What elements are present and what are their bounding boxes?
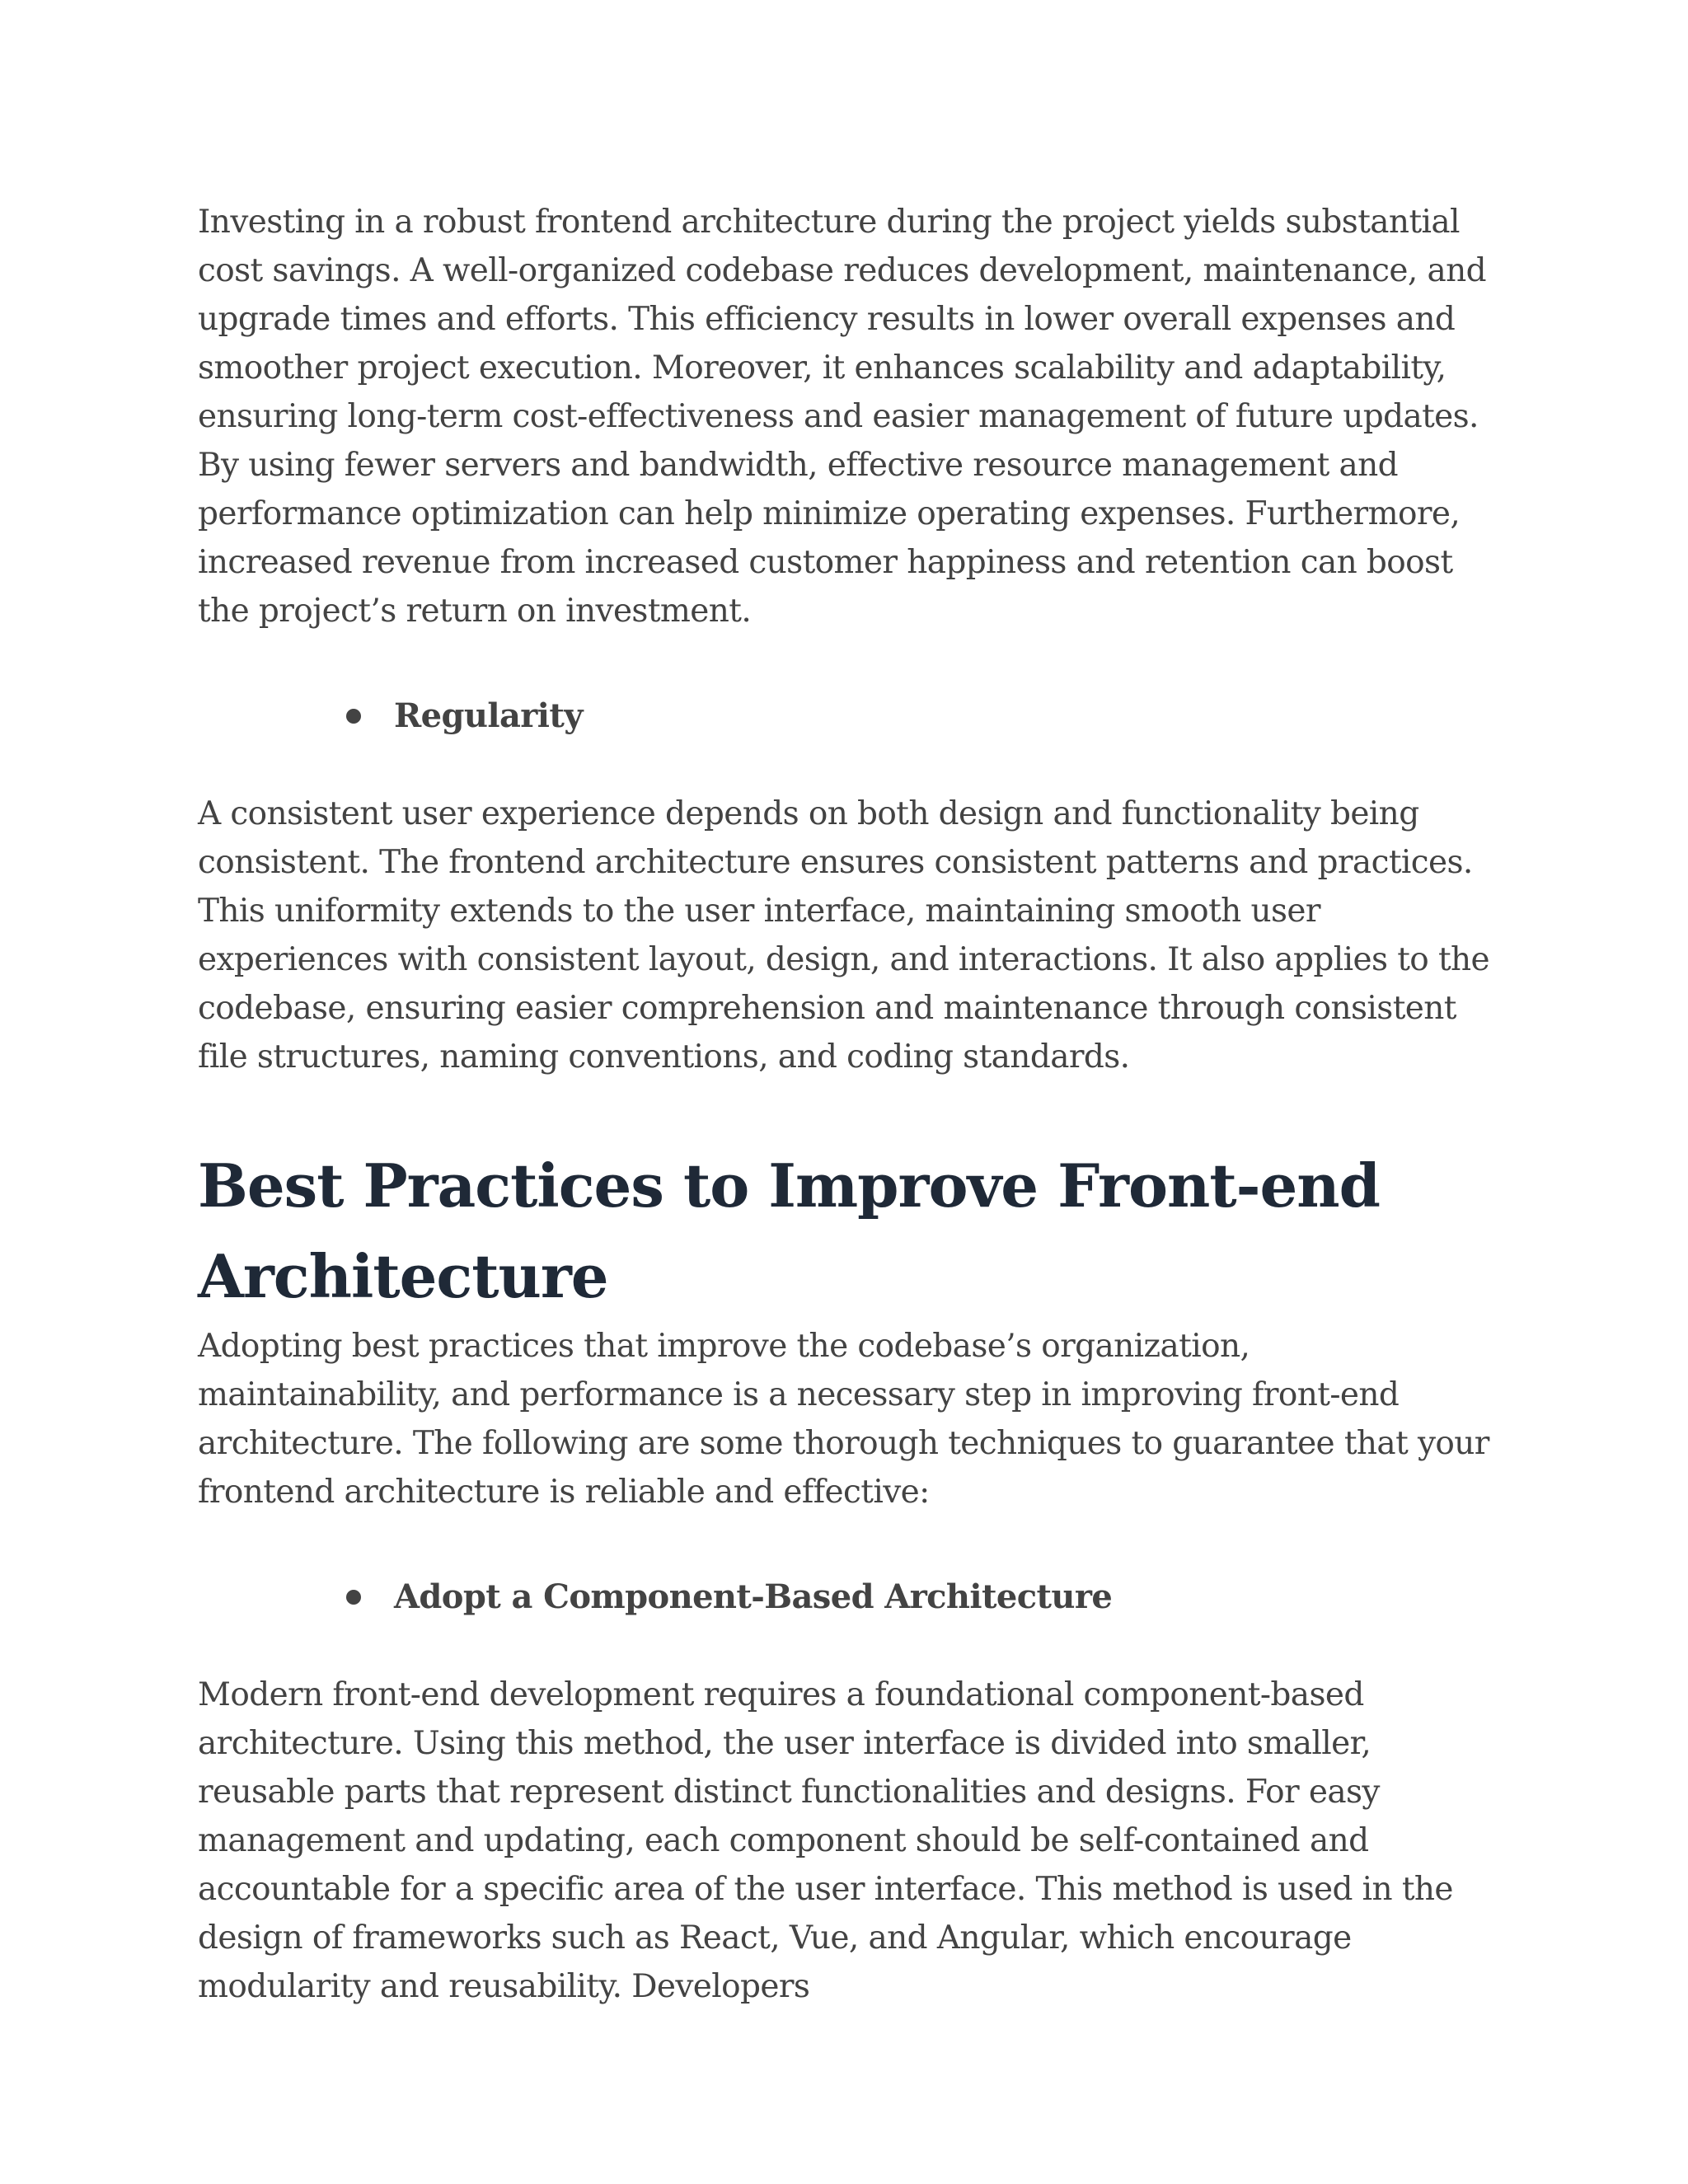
section-heading: Best Practices to Improve Front-end Architecture — [198, 1151, 1380, 1311]
bullet-dot-icon — [346, 1590, 361, 1605]
paragraph-best-practices-intro: Adopting best practices that improve the codebase’s organization, maintainability, and performance is a necessary step in improving front-end architecture. The following are some thorough techniques to guarantee that your frontend architecture is reliable and effective: — [198, 1328, 1489, 1511]
bullet-regularity — [346, 691, 1500, 740]
paragraph-component-based: Modern front-end development requires a foundational component-based architecture. Using this method, the user interface is divided into smaller, reusable parts that represent distinct functionalities and designs. For easy management and updating, each component should be self-contained and accountable for a specific area of the user interface. This method is used in the design of frameworks such as React, Vue, and Angular, which encourage modularity and reusability. Developers — [198, 1676, 1453, 2005]
bullet-label: Adopt a Component-Based Architecture — [394, 1577, 1113, 1616]
bullet-dot-icon — [346, 709, 361, 724]
bullet-label: Regularity — [394, 696, 583, 735]
paragraph-cost-savings: Investing in a robust frontend architecture during the project yields substantial cost savings. A well-organized codebase reduces development, maintenance, and upgrade times and efforts. This efficiency results in lower overall expenses and smoother project execution. Moreover, it enhances scalability and adaptability, ensuring long-term cost-effectiveness and easier management of future updates. By using fewer servers and bandwidth, effective resource management and performance optimization can help minimize operating expenses. Furthermore, increased revenue from increased customer happiness and retention can boost the project’s return on investment. — [198, 204, 1486, 630]
document-page — [198, 198, 1500, 2011]
bullet-component-based — [346, 1572, 1500, 1621]
paragraph-regularity: A consistent user experience depends on both design and functionality being consistent. The frontend architecture ensures consistent patterns and practices. This uniformity extends to the user interface, maintaining smooth user experiences with consistent layout, design, and interactions. It also applies to the codebase, ensuring easier comprehension and maintenance through consistent file structures, naming conventions, and coding standards. — [198, 795, 1490, 1076]
